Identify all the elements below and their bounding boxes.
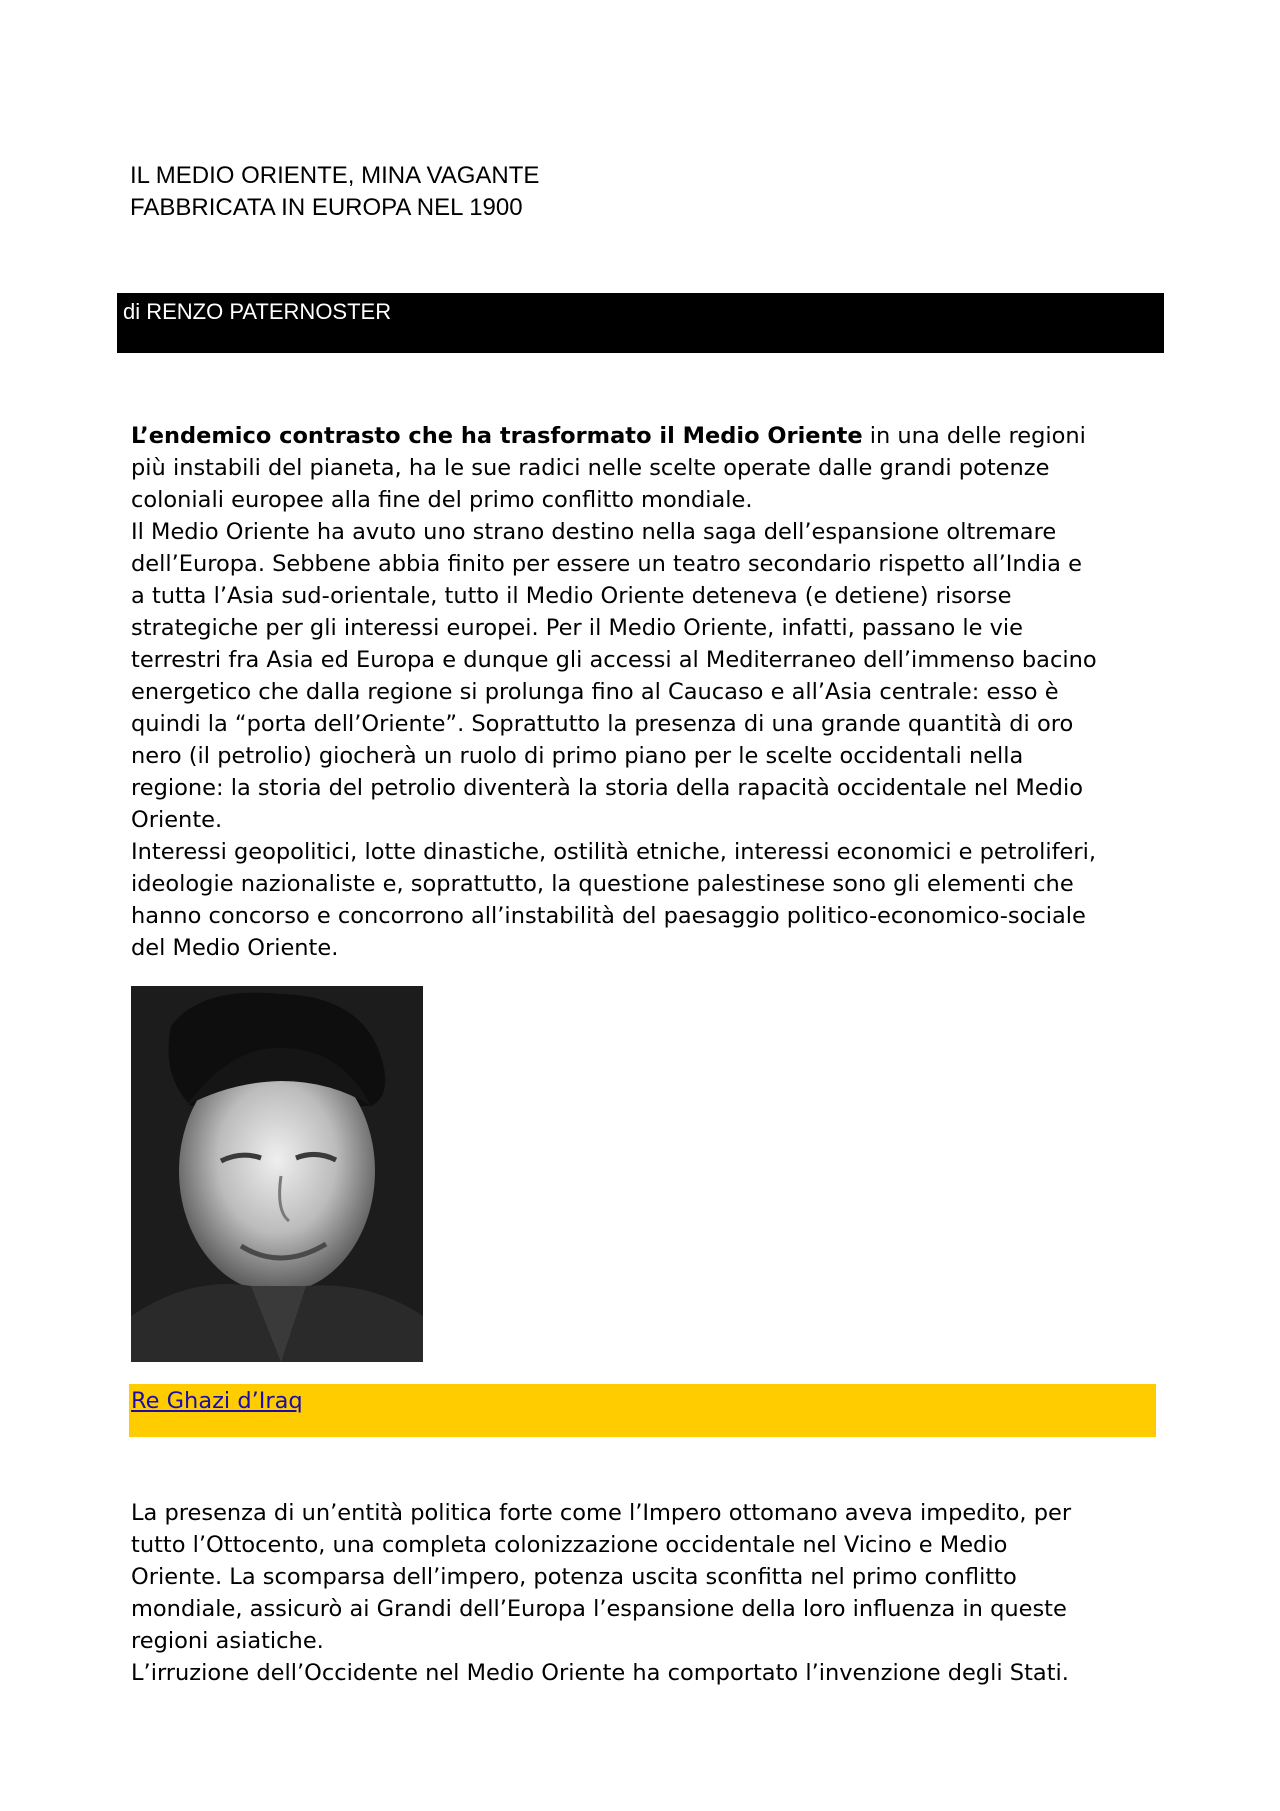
article-body-bottom <box>131 1497 1071 1689</box>
paragraph-line: terrestri fra Asia ed Europa e dunque gli accessi al Mediterraneo dell’immenso bacino <box>131 647 1097 673</box>
paragraph-line: nero (il petrolio) giocherà un ruolo di primo piano per le scelte occidentali nella <box>131 743 1024 769</box>
paragraph-line: dell’Europa. Sebbene abbia finito per essere un teatro secondario rispetto all’India e <box>131 551 1082 577</box>
paragraph-line: Il Medio Oriente ha avuto uno strano destino nella saga dell’espansione oltremare <box>131 519 1057 545</box>
paragraph-line: quindi la “porta dell’Oriente”. Soprattutto la presenza di una grande quantità di oro <box>131 711 1074 737</box>
paragraph-impero <box>131 1497 1071 1657</box>
paragraph-line: più instabili del pianeta, ha le sue radici nelle scelte operate dalle grandi potenze <box>131 455 1050 481</box>
paragraph-line: tutto l’Ottocento, una completa colonizzazione occidentale nel Vicino e Medio <box>131 1532 1008 1558</box>
paragraph-line <box>131 420 1097 452</box>
caption-bar <box>129 1384 1156 1437</box>
article-title-line-1: IL MEDIO ORIENTE, MINA VAGANTE <box>130 162 540 189</box>
paragraph-line: La presenza di un’entità politica forte come l’Impero ottomano aveva impedito, per <box>131 1500 1072 1526</box>
paragraph-line: ideologie nazionaliste e, soprattutto, la questione palestinese sono gli elementi che <box>131 871 1074 897</box>
article-title <box>130 160 539 224</box>
paragraph-line: mondiale, assicurò ai Grandi dell’Europa l’espansione della loro influenza in queste <box>131 1596 1067 1622</box>
paragraph-irruzione <box>131 1657 1071 1689</box>
paragraph-line: L’irruzione dell’Occidente nel Medio Oriente ha comportato l’invenzione degli Stati. <box>131 1660 1069 1686</box>
paragraph-line: energetico che dalla regione si prolunga fino al Caucaso e all’Asia centrale: esso è <box>131 679 1059 705</box>
paragraph-destino <box>131 516 1097 836</box>
lead-rest-text: in una delle regioni <box>862 423 1086 449</box>
paragraph-line: coloniali europee alla fine del primo conflitto mondiale. <box>131 487 753 513</box>
paragraph-line: Oriente. La scomparsa dell’impero, potenza uscita sconfitta nel primo conflitto <box>131 1564 1017 1590</box>
paragraph-intro <box>131 420 1097 516</box>
paragraph-line: hanno concorso e concorrono all’instabilità del paesaggio politico-economico-sociale <box>131 903 1086 929</box>
paragraph-interessi <box>131 836 1097 964</box>
paragraph-line: del Medio Oriente. <box>131 935 339 961</box>
paragraph-line: strategiche per gli interessi europei. Per il Medio Oriente, infatti, passano le vie <box>131 615 1024 641</box>
author-byline-bar <box>117 293 1164 353</box>
article-title-line-2: FABBRICATA IN EUROPA NEL 1900 <box>130 194 523 221</box>
portrait-photo <box>131 986 423 1362</box>
author-byline: di RENZO PATERNOSTER <box>123 299 392 324</box>
paragraph-line: Interessi geopolitici, lotte dinastiche, ostilità etniche, interessi economici e petroliferi, <box>131 839 1096 865</box>
caption-link[interactable]: Re Ghazi d’Iraq <box>131 1388 303 1414</box>
lead-bold-text: L’endemico contrasto che ha trasformato il Medio Oriente <box>131 423 863 449</box>
portrait-photo-graphic <box>131 986 423 1362</box>
paragraph-line: a tutta l’Asia sud-orientale, tutto il Medio Oriente deteneva (e detiene) risorse <box>131 583 1012 609</box>
paragraph-line: regioni asiatiche. <box>131 1628 324 1654</box>
paragraph-line: Oriente. <box>131 807 223 833</box>
paragraph-line: regione: la storia del petrolio diventerà la storia della rapacità occidentale nel Medio <box>131 775 1083 801</box>
article-body-top <box>131 420 1097 964</box>
